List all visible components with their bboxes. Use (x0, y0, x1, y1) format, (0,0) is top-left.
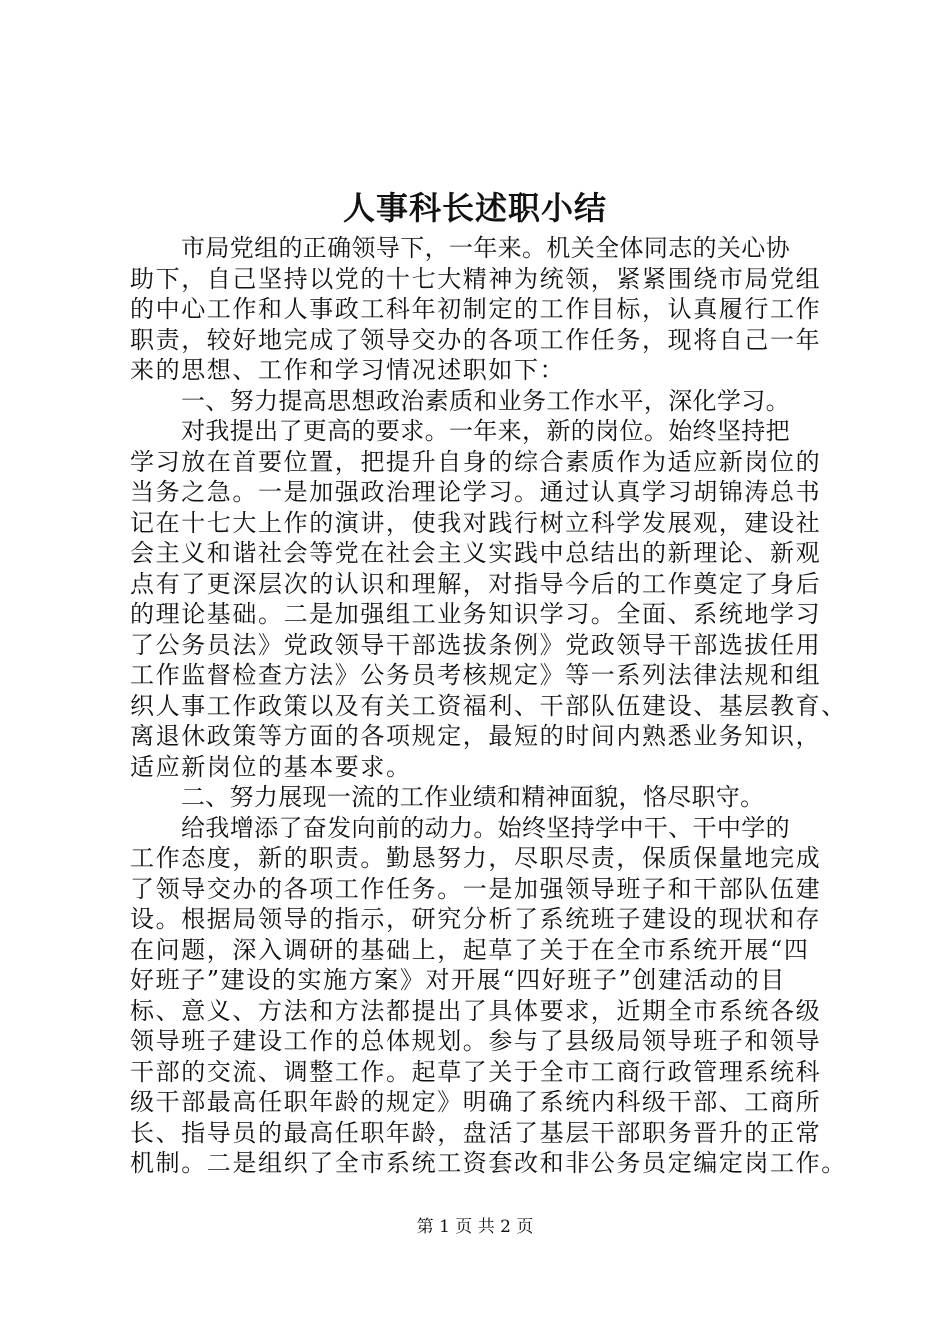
body-text-line: 会主义和谐社会等党在社会主义实践中总结出的新理论、新观 (130, 539, 822, 567)
body-text-line: 在问题，深入调研的基础上，起草了关于在全市系统开展“四 (130, 935, 810, 964)
body-text-line: 了领导交办的各项工作任务。一是加强领导班子和干部队伍建 (130, 874, 822, 903)
body-text-line: 织人事工作政策以及有关工资福利、干部队伍建设、基层教育、 (130, 691, 847, 720)
body-text-line: 设。根据局领导的指示，研究分析了系统班子建设的现状和存 (130, 905, 822, 933)
body-text-line: 的理论基础。二是加强组工业务知识学习。全面、系统地学习 (130, 600, 822, 628)
body-text-line: 对我提出了更高的要求。一年来，新的岗位。始终坚持把 (181, 417, 790, 445)
body-text-line: 来的思想、工作和学习情况述职如下： (130, 356, 566, 384)
body-text-line: 长、指导员的最高任职年龄，盘活了基层干部职务晋升的正常 (130, 1118, 822, 1147)
body-text-line: 级干部最高任职年龄的规定》明确了系统内科级干部、工商所 (130, 1088, 822, 1116)
body-text-line: 记在十七大上作的演讲，使我对践行树立科学发展观，建设社 (130, 508, 822, 537)
body-text-line: 适应新岗位的基本要求。 (130, 752, 412, 781)
body-text-line: 二、努力展现一流的工作业绩和精神面貌，恪尽职守。 (181, 783, 765, 811)
page-number-footer: 第 1 页 共 2 页 (416, 1217, 534, 1237)
body-text-line: 的中心工作和人事政工科年初制定的工作目标，认真履行工作 (130, 295, 822, 323)
body-text-line: 学习放在首要位置，把提升自身的综合素质作为适应新岗位的 (130, 447, 822, 476)
body-text-line: 干部的交流、调整工作。起草了关于全市工商行政管理系统科 (130, 1057, 822, 1086)
body-text-line: 好班子”建设的实施方案》对开展“四好班子”创建活动的目 (130, 966, 787, 994)
body-text-line: 职责，较好地完成了领导交办的各项工作任务，现将自己一年 (130, 325, 822, 354)
document-title: 人事科长述职小结 (342, 189, 607, 227)
body-text-line: 助下，自己坚持以党的十七大精神为统领，紧紧围绕市局党组 (130, 264, 822, 293)
body-text-line: 了公务员法》党政领导干部选拔条例》党政领导干部选拔任用 (130, 630, 822, 659)
body-text-line: 点有了更深层次的认识和理解，对指导今后的工作奠定了身后 (130, 569, 822, 598)
body-text-line: 给我增添了奋发向前的动力。始终坚持学中干、干中学的 (181, 813, 790, 842)
body-text-line: 工作监督检查方法》公务员考核规定》等一系列法律法规和组 (130, 661, 822, 689)
body-text-line: 一、努力提高思想政治素质和业务工作水平，深化学习。 (181, 386, 790, 415)
body-text-line: 当务之急。一是加强政治理论学习。通过认真学习胡锦涛总书 (130, 478, 822, 506)
body-text-line: 领导班子建设工作的总体规划。参与了县级局领导班子和领导 (130, 1027, 822, 1055)
body-text-line: 离退休政策等方面的各项规定，最短的时间内熟悉业务知识， (130, 722, 822, 750)
body-text-line: 标、意义、方法和方法都提出了具体要求，近期全市系统各级 (130, 996, 822, 1025)
body-text-line: 市局党组的正确领导下，一年来。机关全体同志的关心协 (181, 234, 790, 262)
body-text-line: 机制。二是组织了全市系统工资套改和非公务员定编定岗工作。 (130, 1149, 847, 1177)
document-body (130, 233, 847, 1179)
body-text-line: 工作态度，新的职责。勤恳努力，尽职尽责，保质保量地完成 (130, 844, 822, 872)
